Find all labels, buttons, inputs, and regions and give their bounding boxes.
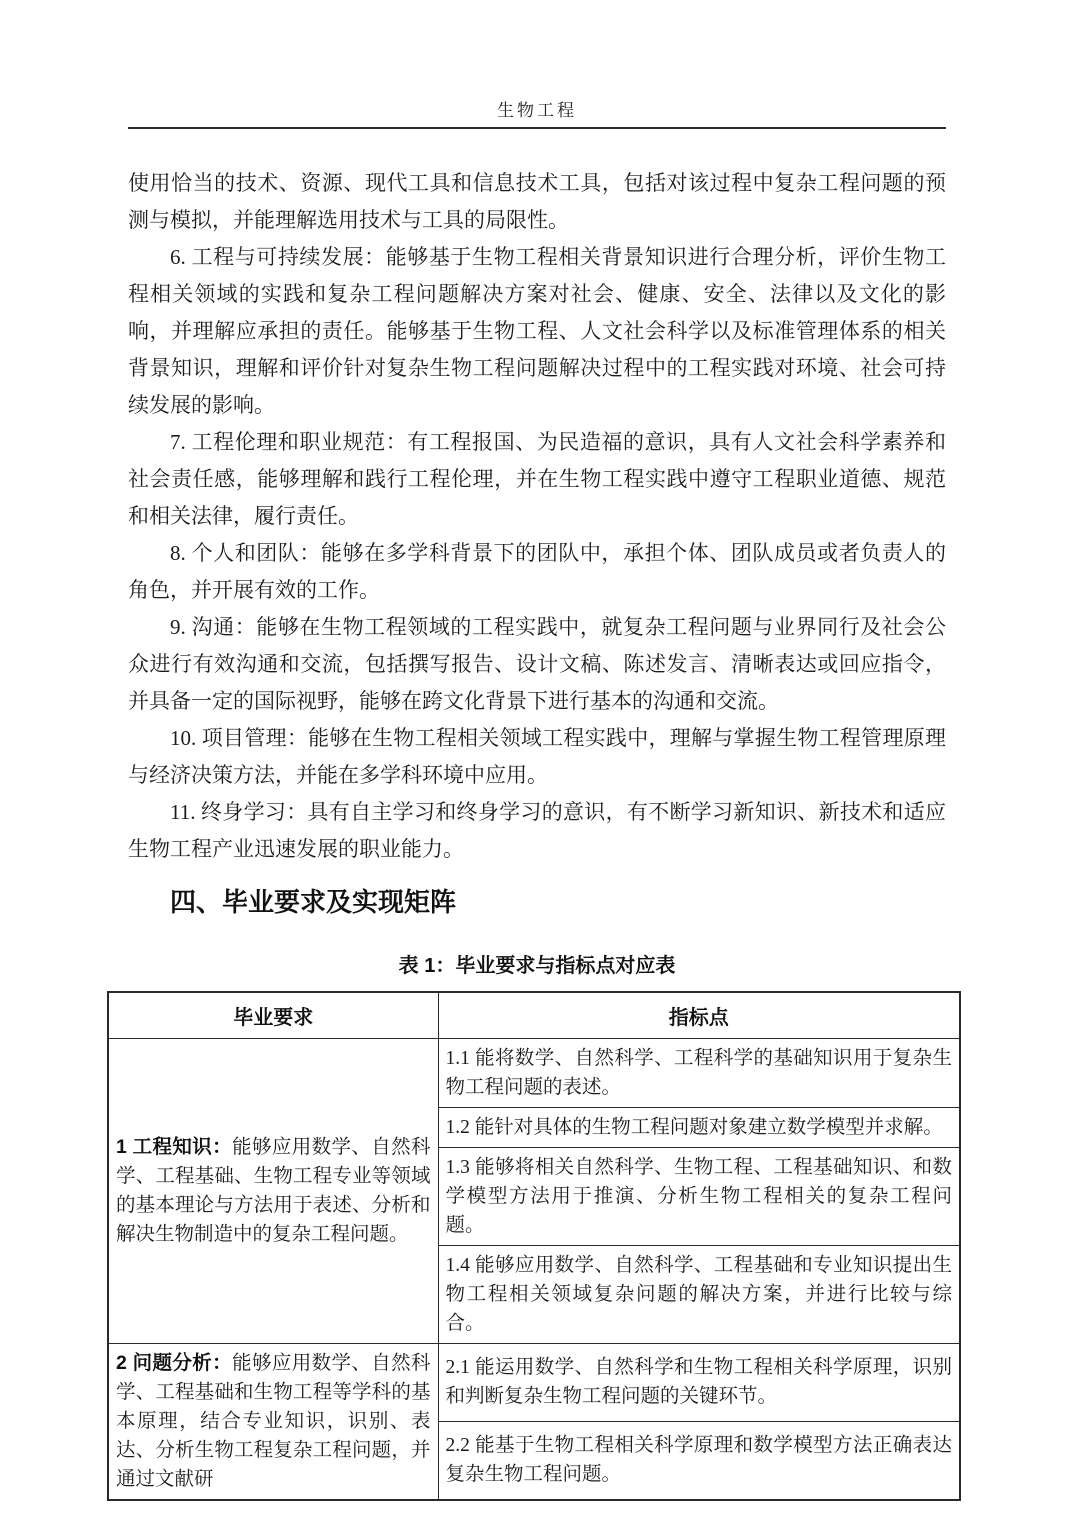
table-row [108,1344,960,1422]
requirements-table [107,991,961,1501]
requirement-text: 能够应用数学、自然科学、工程基础和生物工程等学科的基本原理，结合专业知识，识别、表达、分析生物工程复杂工程问题，并通过文献研 [116,1353,431,1490]
page-header [0,0,1074,135]
requirement-cell [108,1344,438,1501]
indicator-cell: 1.2 能针对具体的生物工程问题对象建立数学模型并求解。 [438,1108,960,1148]
body-paragraph: 8. 个人和团队：能够在多学科背景下的团队中，承担个体、团队成员或者负责人的角色，并开展有效的工作。 [128,541,946,602]
requirement-cell [108,1039,438,1344]
requirement-label: 1 工程知识： [116,1136,233,1158]
section-heading: 四、毕业要求及实现矩阵 [170,887,457,917]
indicator-cell: 2.2 能基于生物工程相关科学原理和数学模型方法正确表达复杂生物工程问题。 [438,1421,960,1500]
requirement-label: 2 问题分析： [116,1352,233,1374]
header-rule [128,96,946,129]
indicator-cell: 1.4 能够应用数学、自然科学、工程基础和专业知识提出生物工程相关领域复杂问题的解决方案，并进行比较与综合。 [438,1246,960,1344]
column-header-indicators: 指标点 [438,992,960,1039]
body-paragraph: 7. 工程伦理和职业规范：有工程报国、为民造福的意识，具有人文社会科学素养和社会责任感，能够理解和践行工程伦理，并在生物工程实践中遵守工程职业道德、规范和相关法律，履行责任。 [128,430,946,528]
requirement-text: 能够应用数学、自然科学、工程基础、生物工程专业等领域的基本理论与方法用于表述、分析和解决生物制造中的复杂工程问题。 [116,1137,431,1245]
table-row [108,1039,960,1108]
document-body [0,135,1074,1501]
indicator-cell: 1.1 能将数学、自然科学、工程科学的基础知识用于复杂生物工程问题的表述。 [438,1039,960,1108]
indicator-cell: 2.1 能运用数学、自然科学和生物工程相关科学原理，识别和判断复杂生物工程问题的关键环节。 [438,1344,960,1422]
body-paragraph: 11. 终身学习：具有自主学习和终身学习的意识，有不断学习新知识、新技术和适应生物工程产业迅速发展的职业能力。 [128,800,946,861]
column-header-requirements: 毕业要求 [108,992,438,1039]
body-paragraph: 使用恰当的技术、资源、现代工具和信息技术工具，包括对该过程中复杂工程问题的预测与模拟，并能理解选用技术与工具的局限性。 [128,171,946,232]
table-caption: 表 1：毕业要求与指标点对应表 [398,955,676,977]
body-paragraph: 6. 工程与可持续发展：能够基于生物工程相关背景知识进行合理分析，评价生物工程相关领域的实践和复杂工程问题解决方案对社会、健康、安全、法律以及文化的影响，并理解应承担的责任。能够基于生物工程、人文社会科学以及标准管理体系的相关背景知识，理解和评价针对复杂生物工程问题解决过程中的工程实践对环境、社会可持续发展的影响。 [128,245,946,417]
body-paragraph: 9. 沟通：能够在生物工程领域的工程实践中，就复杂工程问题与业界同行及社会公众进行有效沟通和交流，包括撰写报告、设计文稿、陈述发言、清晰表达或回应指令，并具备一定的国际视野，能够在跨文化背景下进行基本的沟通和交流。 [128,615,946,713]
table-header-row [108,992,960,1039]
running-header-title: 生物工程 [497,101,577,120]
indicator-cell: 1.3 能够将相关自然科学、生物工程、工程基础知识、和数学模型方法用于推演、分析生物工程相关的复杂工程问题。 [438,1148,960,1246]
body-paragraph: 10. 项目管理：能够在生物工程相关领域工程实践中，理解与掌握生物工程管理原理与经济决策方法，并能在多学科环境中应用。 [128,726,946,787]
